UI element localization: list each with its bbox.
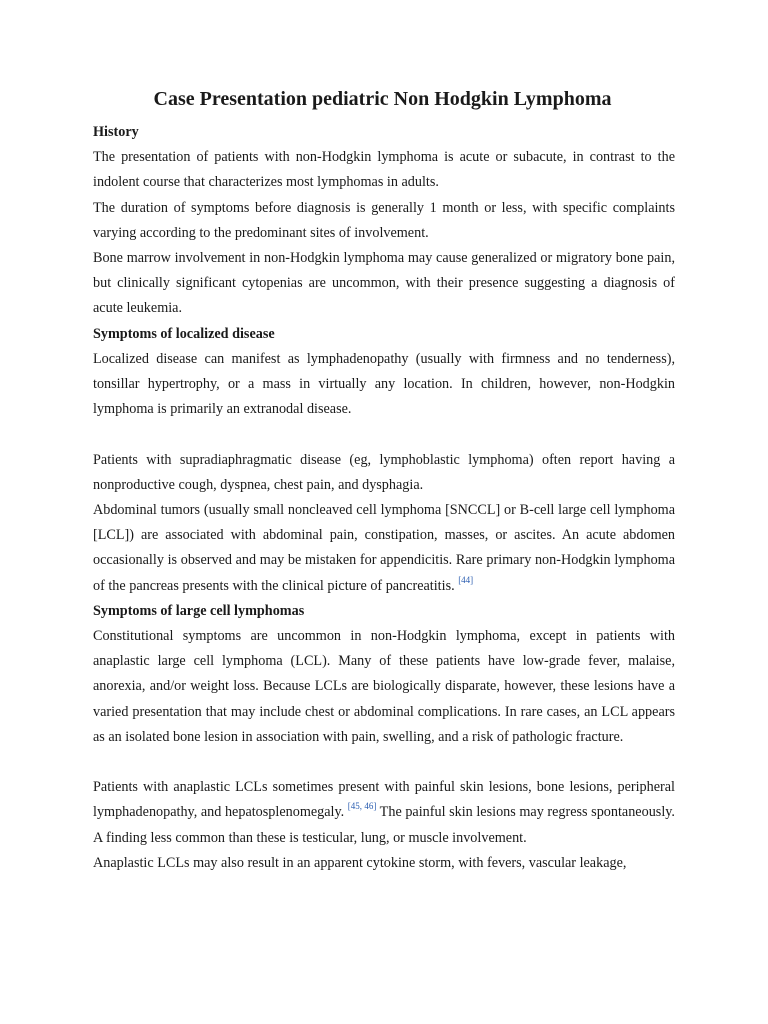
paragraph-large-cell-2-text-b: The painful skin lesions may regress spontaneously. A finding less common than these is testicular, lung, or muscle involvement. — [93, 804, 675, 846]
paragraph-large-cell-3: Anaplastic LCLs may also result in an apparent cytokine storm, with fevers, vascular leakage, — [93, 854, 627, 871]
citation-link-44[interactable]: [44] — [458, 574, 474, 585]
paragraph-history-3: Bone marrow involvement in non-Hodgkin lymphoma may cause generalized or migratory bone pain, but clinically significant cytopenias are uncommon, with their presence suggesting a diagnosis of acute leukemia. — [93, 250, 675, 317]
document-page — [93, 84, 675, 876]
heading-history: History — [93, 124, 139, 140]
paragraph-localized-2: Patients with supradiaphragmatic disease (eg, lymphoblastic lymphoma) often report having a nonproductive cough, dyspnea, chest pain, and dysphagia. — [93, 451, 675, 493]
paragraph-history-2: The duration of symptoms before diagnosis is generally 1 month or less, with specific complaints varying according to the predominant sites of involvement. — [93, 199, 675, 241]
heading-large-cell-lymphomas: Symptoms of large cell lymphomas — [93, 602, 305, 619]
paragraph-localized-3-text: Abdominal tumors (usually small noncleaved cell lymphoma [SNCCL] or B-cell large cell lymphoma [LCL]) are associated with abdominal pain, constipation, masses, or ascites. An acute abdomen occasionally is observed and may be mistaken for appendicitis. Rare primary non-Hodgkin lymphoma of the pancreas presents with the clinical picture of pancreatitis. — [93, 502, 675, 594]
paragraph-spacer — [93, 422, 675, 447]
paragraph-large-cell-2-text-a: Patients with anaplastic LCLs sometimes present with painful skin lesions, bone lesions, peripheral lymphadenopathy, and hepatosplenomegaly. — [93, 779, 675, 821]
paragraph-spacer — [93, 750, 675, 775]
paragraph-localized-3 — [93, 498, 675, 599]
paragraph-large-cell-1: Constitutional symptoms are uncommon in non-Hodgkin lymphoma, except in patients with anaplastic large cell lymphoma (LCL). Many of these patients have low-grade fever, malaise, anorexia, and/or weight loss. Because LCLs are biologically disparate, however, these lesions have a varied presentation that may include chest or abdominal complications. In rare cases, an LCL appears as an isolated bone lesion in association with pain, swelling, and a risk of pathologic fracture. — [93, 628, 675, 745]
citation-link-45-46[interactable]: [45, 46] — [347, 801, 377, 812]
document-title: Case Presentation pediatric Non Hodgkin Lymphoma — [153, 88, 612, 110]
heading-localized-disease: Symptoms of localized disease — [93, 325, 275, 342]
paragraph-localized-1: Localized disease can manifest as lymphadenopathy (usually with firmness and no tenderness), tonsillar hypertrophy, or a mass in virtually any location. In children, however, non-Hodgkin lymphoma is primarily an extranodal disease. — [93, 350, 675, 418]
paragraph-history-1: The presentation of patients with non-Hodgkin lymphoma is acute or subacute, in contrast to the indolent course that characterizes most lymphomas in adults. — [93, 149, 675, 191]
paragraph-large-cell-2 — [93, 775, 675, 851]
